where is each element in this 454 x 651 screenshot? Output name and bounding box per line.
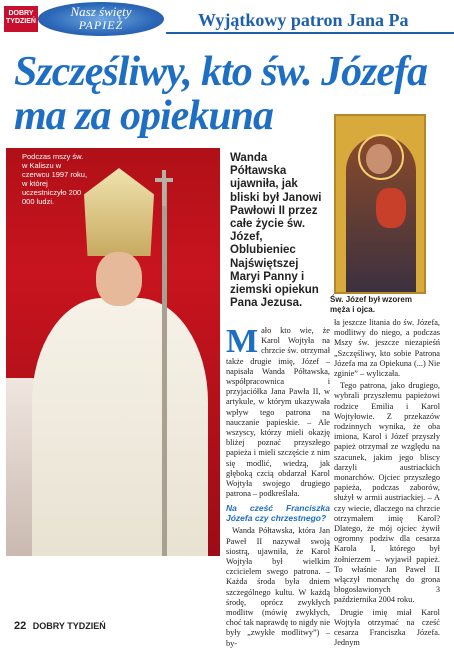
page-number: 22 <box>14 620 27 632</box>
footer-magazine-name: DOBRY TYDZIEŃ <box>32 621 106 631</box>
body-paragraph: Tego patrona, jako drugiego, wybrali przyszłemu papieżowi rodzice Emilia i Karol Wojtyłowie. Z przekazów rodzinnych wynika, że oba imiona, Karol i Józef przyszły papież otrzymał ze względu na szacunek, jakim jego bliscy darzyli austriackich monarchów. Ojciec przyszłego papieża, podczas zaborów, służył w armii austriackiej. – A czy wiecie, dlaczego na chrzcie otrzymałem imię Karol? Dlatego, że mój ojciec żywił ogromny podziw dla cesarza Karola I, którego był żołnierzem – wyjawił papież. To właśnie Jan Paweł II włączył monarchę do grona błogosławionych 3 października 2004 roku. <box>334 381 440 605</box>
magazine-logo-line2: TYDZIEŃ <box>6 18 36 25</box>
body-paragraph: Wanda Półtawska, która Jan Paweł II nazywał swoją siostrą, ujawniła, że Karol Wojtyła był wielkim czcicielem swego patrona. – Każda środa była dniem szczególnego kultu. W każdą środę, oprócz zwykłych modlitw (mówię zwykłych, choć tak naprawdę to nigdy nie były „zwykłe modlitwy”) – by- <box>226 526 330 648</box>
body-paragraph: ła jeszcze litania do św. Józefa, modlitwy do niego, a podczas Mszy św. jeszcze niezapieśń „Szczęśliwy, kto sobie Patrona Józefa ma za Opiekuna (...) Nie zginie” – wyliczała. <box>334 318 440 379</box>
photo-staff <box>162 178 167 556</box>
icon-caption: Św. Józef był wzorem męża i ojca. <box>330 295 412 314</box>
magazine-logo <box>4 6 38 32</box>
magazine-logo-line1: DOBRY <box>8 10 34 17</box>
section-badge <box>38 2 164 36</box>
drop-cap: M <box>226 323 259 360</box>
pope-photo <box>6 148 220 556</box>
page-footer <box>14 620 106 632</box>
body-paragraph: Drugie imię miał Karol Wojtyła otrzymać na cześć cesarza Franciszka Józefa. Jednym <box>334 607 440 648</box>
article-title: Szczęśliwy, kto św. Józefa ma za opiekuna <box>14 49 428 139</box>
section-badge-line1: Nasz święty <box>70 4 132 19</box>
running-title: Wyjątkowy patron Jana Pa <box>198 10 409 30</box>
article-lead: Wanda Półtawska ujawniła, jak bliski był Janowi Pawłowi II przez całe życie św. Józef, Oblubieniec Najświętszej Maryi Panny i ziemski opiekun Pana Jezusa. <box>230 152 322 310</box>
photo-mitre <box>84 168 154 256</box>
photo-robe <box>32 298 208 556</box>
body-paragraph <box>226 323 330 499</box>
saint-joseph-icon-image <box>334 114 426 294</box>
crucifix-icon <box>152 170 176 206</box>
body-column-2 <box>334 318 440 651</box>
section-badge-line2: PAPIEŻ <box>78 18 124 32</box>
article-subheading: Na cześć Franciszka Józefa czy chrzestnego? <box>226 503 330 524</box>
photo-face <box>96 252 142 306</box>
header-rule <box>166 32 454 34</box>
body-column-1 <box>226 323 330 651</box>
icon-child <box>376 188 406 228</box>
photo-caption: Podczas mszy św. w Kaliszu w czerwcu 1997 roku, w której uczestniczyło 200 000 ludzi. <box>22 152 88 206</box>
icon-face <box>366 144 392 174</box>
paragraph-text: ało kto wie, że Karol Wojtyła na chrzcie św. otrzymał także drugie imię, Józef – napisała Wanda Półtawska, współpracownica i przyjaciółka Jana Pawła II, w artykule, w którym ukazywała wpływ tego patrona na nauczanie papieskie. – Ale wszyscy, którzy mieli okazję bliżej poznać przyszłego papieża i mieli szczęście z nim się modlić, wiedzą, jak głęboką czcią obdarzał Karol Wojtyła swojego drugiego patrona – podkreślała. <box>226 326 330 499</box>
